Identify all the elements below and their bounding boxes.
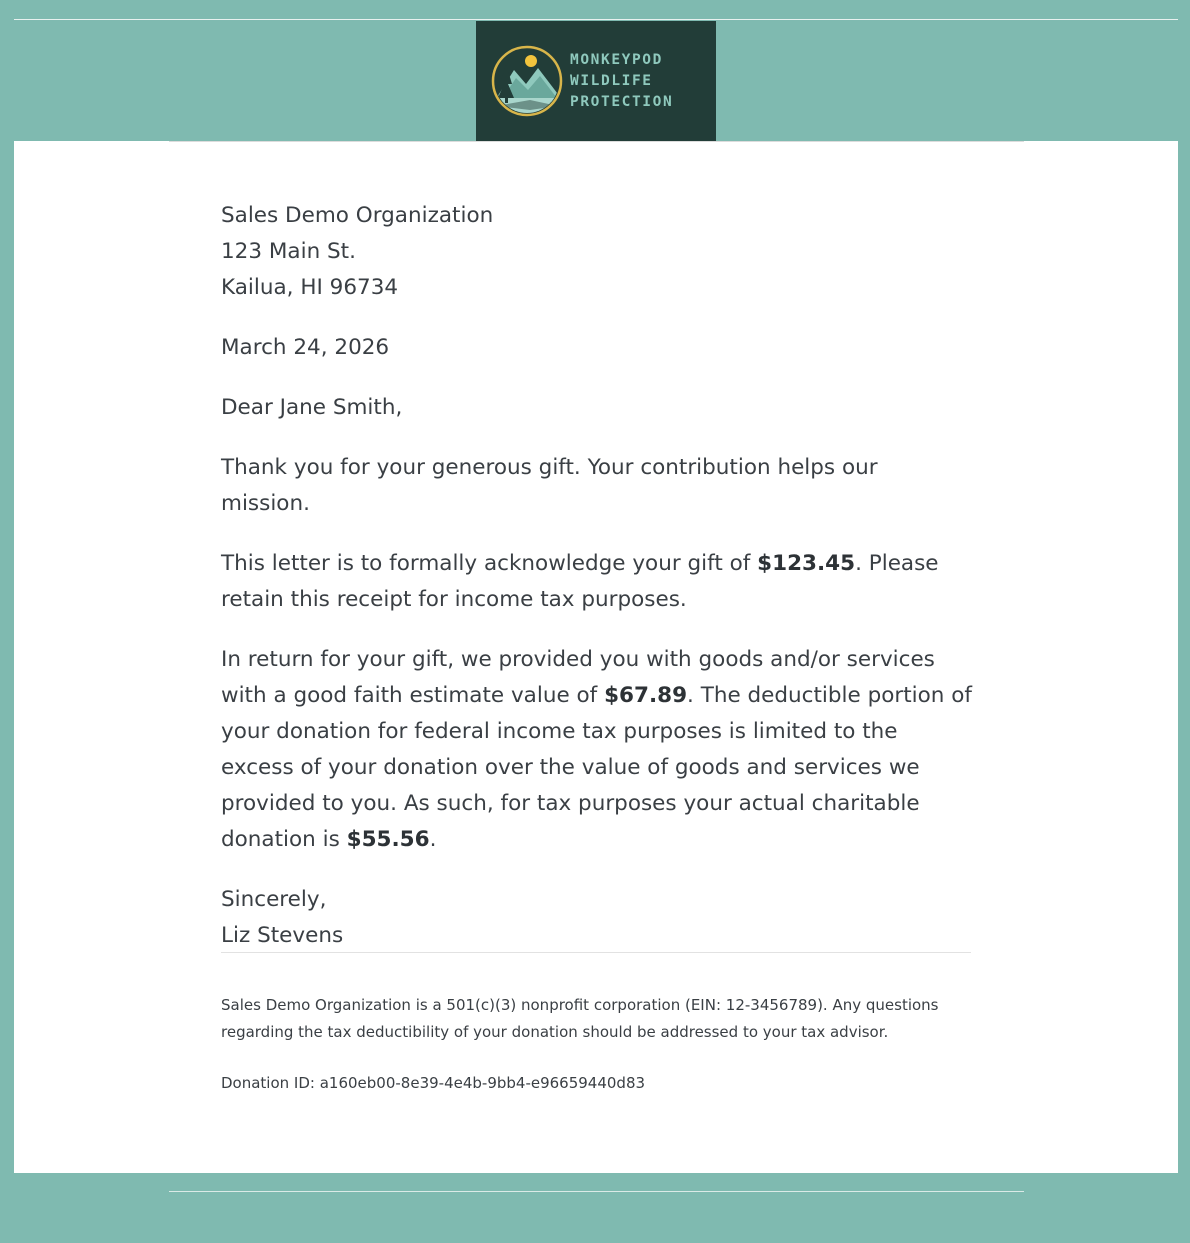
goods-text: .	[429, 827, 437, 852]
logo-line: WILDLIFE	[570, 73, 653, 89]
logo-wordmark	[570, 50, 673, 113]
deductible-amount: $55.56	[346, 827, 430, 852]
salutation: Dear Jane Smith,	[221, 395, 403, 420]
gift-amount: $123.45	[757, 551, 856, 576]
goods-text: . The deductible portion of your donation for federal income tax purposes is limited to the excess of your donation over the value of goods and services we provided to you. As such, for tax purposes your actual charitable donation is	[221, 683, 972, 852]
address-line: Sales Demo Organization	[221, 203, 494, 228]
letter-footer	[221, 992, 976, 1121]
address-line: Kailua, HI 96734	[221, 275, 399, 300]
logo-line: MONKEYPOD	[570, 52, 663, 68]
signer-name: Liz Stevens	[221, 923, 344, 948]
organization-logo	[476, 21, 716, 141]
mountain-lake-emblem-icon	[490, 44, 564, 118]
recipient-address	[221, 198, 973, 306]
letter-body	[221, 198, 973, 978]
logo-line: PROTECTION	[570, 94, 674, 110]
tax-disclaimer: Sales Demo Organization is a 501(c)(3) nonprofit corporation (EIN: 12-3456789). Any questions regarding the tax deductibility of your donation should be addressed to your tax advisor.	[221, 996, 939, 1041]
ack-text: . Please retain this receipt for income tax purposes.	[221, 551, 939, 612]
address-line: 123 Main St.	[221, 239, 356, 264]
letter-card	[14, 141, 1178, 1173]
thank-you-paragraph: Thank you for your generous gift. Your contribution helps our mission.	[221, 455, 878, 516]
signature-block	[221, 882, 973, 954]
header-divider	[14, 19, 1178, 20]
goods-text: In return for your gift, we provided you with goods and/or services with a good faith estimate value of	[221, 647, 935, 708]
ack-text: This letter is to formally acknowledge your gift of	[221, 551, 758, 576]
card-top-divider	[169, 141, 1024, 142]
goods-value: $67.89	[604, 683, 688, 708]
closing: Sincerely,	[221, 887, 327, 912]
donation-id: Donation ID: a160eb00-8e39-4e4b-9bb4-e96659440d83	[221, 1074, 646, 1092]
bottom-divider	[169, 1191, 1024, 1192]
goods-services-paragraph	[221, 642, 973, 858]
acknowledgement-paragraph	[221, 546, 973, 618]
footer-divider	[221, 952, 971, 953]
letter-date: March 24, 2026	[221, 335, 390, 360]
